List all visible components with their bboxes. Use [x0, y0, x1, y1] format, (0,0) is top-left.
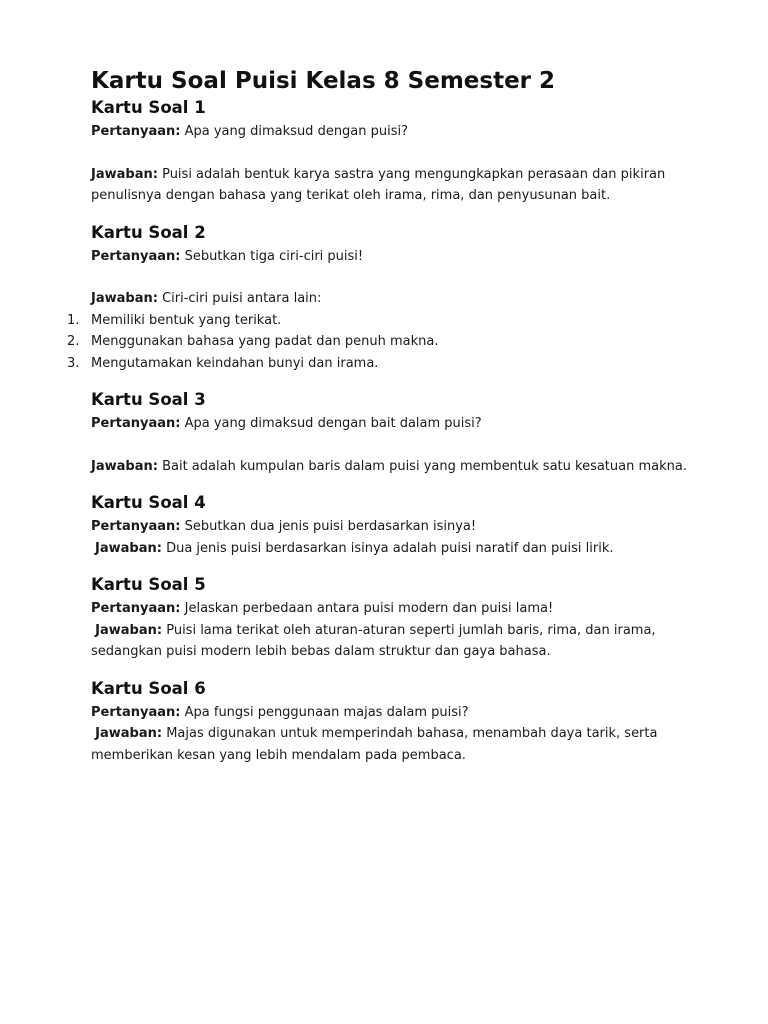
document — [67, 66, 691, 780]
question-label: Pertanyaan: — [91, 124, 181, 139]
answer-label: Jawaban: — [91, 458, 158, 474]
question-line — [91, 413, 691, 435]
answer-line — [91, 164, 691, 207]
spacer — [91, 267, 691, 288]
card-title: Kartu Soal 5 — [91, 575, 206, 594]
question-label: Pertanyaan: — [91, 519, 181, 534]
question-label: Pertanyaan: — [91, 416, 181, 431]
answer-line — [91, 620, 691, 663]
spacer — [91, 143, 691, 164]
answer-list — [67, 310, 691, 375]
answer-label: Jawaban: — [95, 540, 162, 556]
question-card-1 — [91, 96, 691, 207]
answer-text: Puisi adalah bentuk karya sastra yang mengungkapkan perasaan dan pikiran penulisnya dengan bahasa yang terikat oleh irama, rima, dan penyusunan bait. — [91, 166, 666, 203]
question-text: Sebutkan tiga ciri-ciri puisi! — [184, 248, 364, 264]
list-item — [67, 310, 691, 332]
list-item — [67, 353, 691, 375]
card-title: Kartu Soal 4 — [91, 493, 206, 512]
question-line — [91, 516, 691, 538]
list-number: 2. — [67, 334, 80, 349]
question-text: Sebutkan dua jenis puisi berdasarkan isinya! — [184, 519, 477, 534]
card-title: Kartu Soal 6 — [91, 678, 206, 698]
answer-label: Jawaban: — [91, 291, 158, 306]
question-card-2 — [67, 221, 691, 375]
list-number: 3. — [67, 355, 80, 371]
answer-text: Bait adalah kumpulan baris dalam puisi yang membentuk satu kesatuan makna. — [162, 458, 687, 474]
answer-label: Jawaban: — [95, 622, 163, 638]
question-text: Apa fungsi penggunaan majas dalam puisi? — [184, 704, 469, 720]
answer-label: Jawaban: — [91, 166, 158, 182]
list-text: Memiliki bentuk yang terikat. — [91, 312, 282, 328]
list-item — [67, 331, 691, 353]
answer-text: Puisi lama terikat oleh aturan-aturan seperti jumlah baris, rima, dan irama, sedangkan puisi modern lebih bebas dalam struktur dan gaya bahasa. — [91, 622, 656, 659]
answer-line — [91, 723, 691, 766]
answer-line — [91, 456, 691, 478]
question-card-3 — [91, 388, 691, 477]
question-line — [91, 121, 691, 143]
answer-line — [91, 288, 691, 310]
question-label: Pertanyaan: — [91, 248, 181, 264]
question-text: Apa yang dimaksud dengan bait dalam puisi? — [184, 416, 482, 431]
answer-text: Majas digunakan untuk memperindah bahasa, menambah daya tarik, serta memberikan kesan yang lebih mendalam pada pembaca. — [91, 726, 658, 763]
card-title: Kartu Soal 1 — [91, 98, 206, 117]
question-label: Pertanyaan: — [91, 704, 181, 720]
list-text: Menggunakan bahasa yang padat dan penuh makna. — [91, 334, 439, 349]
answer-line — [91, 538, 691, 560]
list-number: 1. — [67, 312, 80, 328]
list-text: Mengutamakan keindahan bunyi dan irama. — [91, 355, 379, 371]
question-line — [91, 598, 691, 620]
question-text: Jelaskan perbedaan antara puisi modern dan puisi lama! — [184, 601, 554, 616]
spacer — [91, 435, 691, 456]
answer-text: Dua jenis puisi berdasarkan isinya adalah puisi naratif dan puisi lirik. — [166, 540, 614, 556]
question-card-4 — [91, 491, 691, 559]
page-title: Kartu Soal Puisi Kelas 8 Semester 2 — [91, 68, 556, 94]
answer-text: Ciri-ciri puisi antara lain: — [162, 291, 322, 306]
question-line — [91, 246, 691, 268]
card-title: Kartu Soal 3 — [91, 390, 206, 409]
question-label: Pertanyaan: — [91, 601, 181, 616]
card-title: Kartu Soal 2 — [91, 222, 206, 242]
question-card-6 — [91, 677, 691, 767]
question-line — [91, 702, 691, 724]
question-text: Apa yang dimaksud dengan puisi? — [184, 124, 409, 139]
question-card-5 — [91, 573, 691, 663]
answer-label: Jawaban: — [95, 726, 163, 741]
